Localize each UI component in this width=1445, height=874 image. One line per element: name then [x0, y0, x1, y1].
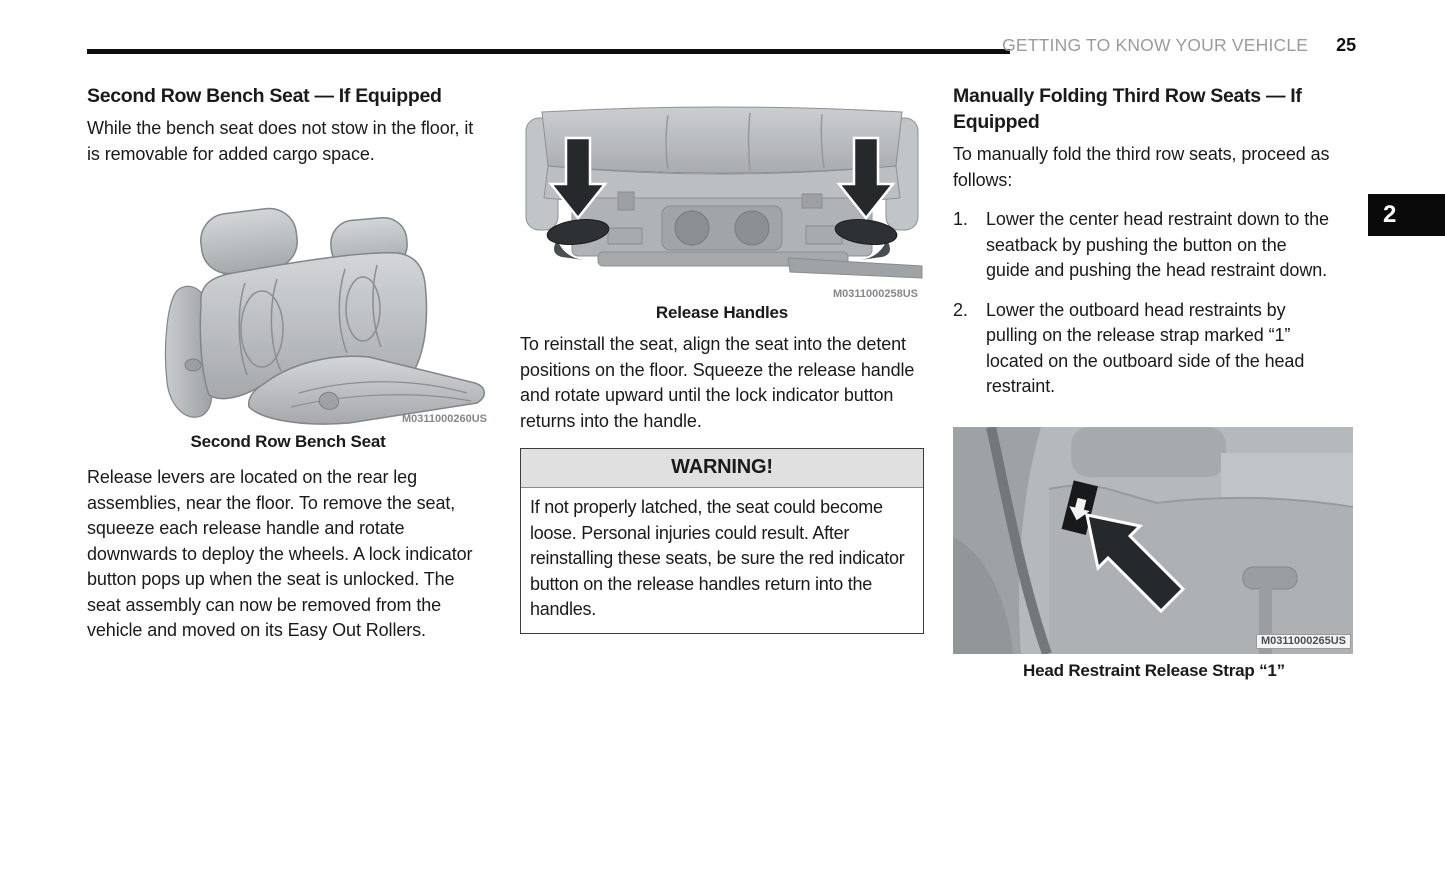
right-intro-paragraph: To manually fold the third row seats, proceed as follows:: [953, 144, 1330, 190]
bench-seat-illustration: [149, 197, 489, 429]
left-intro-paragraph: While the bench seat does not stow in the floor, it is removable for added cargo space.: [87, 118, 474, 164]
left-column: [87, 83, 489, 644]
seat-underside-illustration: [520, 100, 924, 286]
left-body-paragraph: Release levers are located on the rear leg assemblies, near the floor. To remove the seat, squeeze each release handle and rotate downwards to deploy the wheels. A lock indicator button pops up when the seat is unlocked. The seat assembly can now be removed from the vehicle and moved on its Easy Out Rollers.: [87, 467, 473, 640]
figure-caption-head-restraint-release-strap: Head Restraint Release Strap “1”: [1023, 660, 1285, 680]
page-number: 25: [1336, 35, 1356, 55]
steps-list: [953, 207, 1355, 400]
interior-photo-illustration: [953, 427, 1353, 654]
step-number: 1.: [953, 209, 968, 229]
warning-title: WARNING!: [521, 449, 923, 488]
chapter-tab: 2: [1368, 194, 1445, 236]
right-column: [953, 83, 1355, 681]
figure-caption-second-row-bench-seat: Second Row Bench Seat: [190, 432, 386, 451]
figure-caption-release-handles: Release Handles: [655, 303, 789, 322]
figure-id-label: M0311000265US: [1256, 634, 1351, 649]
header-section-title: GETTING TO KNOW YOUR VEHICLE: [1002, 35, 1309, 55]
middle-column: [520, 100, 924, 634]
figure-release-handles: [520, 100, 924, 323]
figure-id-label: M0311000258US: [832, 288, 918, 300]
middle-body-paragraph: To reinstall the seat, align the seat into the detent positions on the floor. Squeeze the release handle and rotate upward until the lock indicator button returns into the handle.: [520, 334, 915, 431]
warning-box: [520, 448, 924, 634]
section-heading-folding-third-row-seats: Manually Folding Third Row Seats — If Equipped: [953, 85, 1302, 133]
section-heading-second-row-bench-seat: Second Row Bench Seat — If Equipped: [87, 85, 442, 107]
step-text: Lower the outboard head restraints by pulling on the release strap marked “1” located on the outboard side of the head restraint.: [986, 299, 1305, 396]
step-text: Lower the center head restraint down to the seatback by pushing the button on the guide and pushing the head restraint down.: [986, 209, 1329, 280]
figure-id-label: M0311000260US: [401, 413, 487, 425]
step-item-2: [953, 298, 1355, 400]
page-header: [87, 35, 1356, 56]
step-number: 2.: [953, 299, 968, 320]
figure-head-restraint-release-strap: [953, 427, 1355, 681]
step-item-1: [953, 207, 1355, 284]
warning-body: If not properly latched, the seat could become loose. Personal injuries could result. After reinstalling these seats, be sure the red indicator button on the release handles return into the handles.: [530, 497, 905, 619]
figure-second-row-bench-seat: [87, 197, 489, 452]
